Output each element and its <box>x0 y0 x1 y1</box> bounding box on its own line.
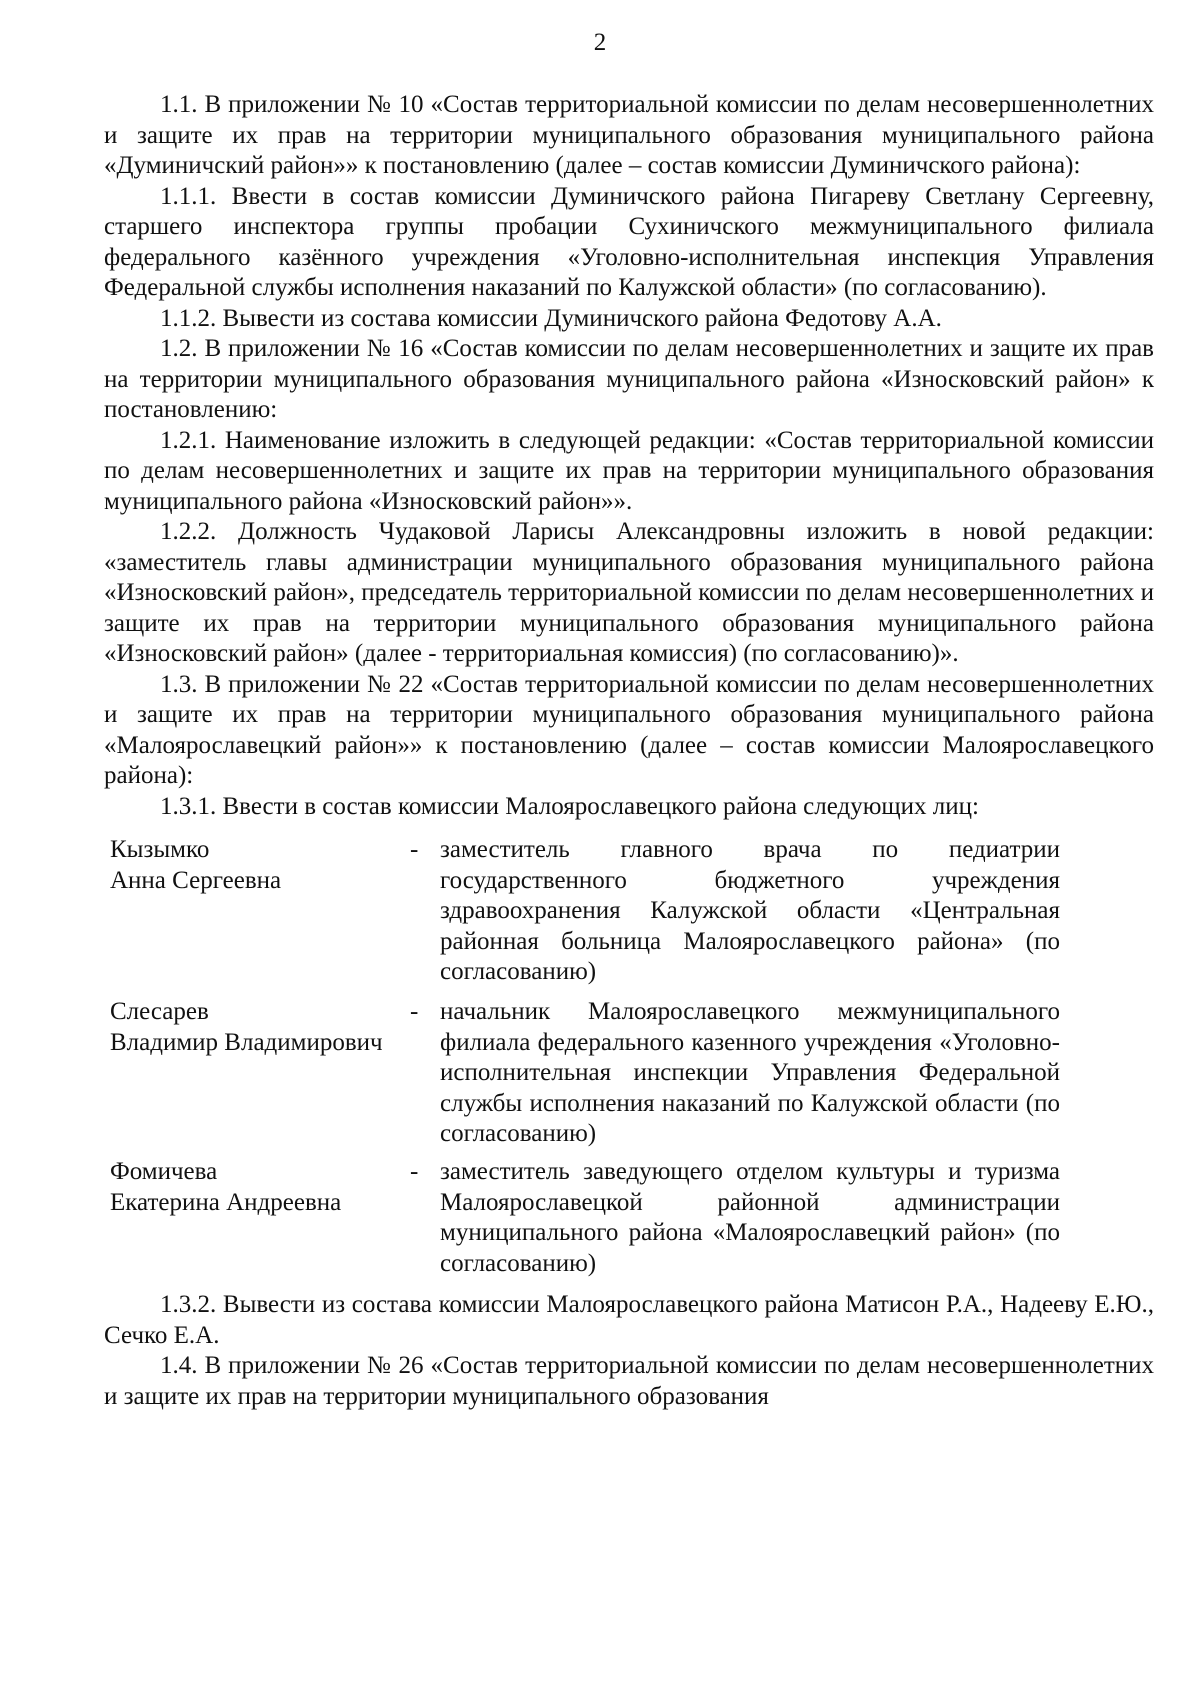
main-text <box>104 90 1154 822</box>
person-name <box>110 997 400 1058</box>
paragraph-1-2: 1.2. В приложении № 16 «Состав комиссии по делам несовершеннолетних и защите их прав на территории муниципального образования муниципального района «Износковский район» к постановлению: <box>104 335 1154 423</box>
paragraph-1-1: 1.1. В приложении № 10 «Состав территориальной комиссии по делам несовершеннолетних и защите их прав на территории муниципального образования муниципального района «Думиничский район»» к постановлению (далее – состав комиссии Думиничского района): <box>104 91 1154 179</box>
person-name <box>110 1157 400 1218</box>
paragraph-1-2-1: 1.2.1. Наименование изложить в следующей редакции: «Состав территориальной комиссии по делам несовершеннолетних и защите их прав на территории муниципального образования муниципального района «Износковский район»». <box>104 426 1154 515</box>
person-role: начальник Малоярославецкого межмуниципального филиала федерального казенного учреждения «Уголовно-исполнительная инспекции Управления Федеральной службы исполнения наказаний по Калужской области (по согласованию) <box>440 998 1060 1147</box>
paragraph-1-1-1: 1.1.1. Ввести в состав комиссии Думиничского района Пигареву Светлану Сергеевну, старшего инспектора группы пробации Сухиничского межмуниципального филиала федерального казённого учреждения «Уголовно-исполнительная инспекция Управления Федеральной службы исполнения наказаний по Калужской области» (по согласованию). <box>104 182 1154 301</box>
paragraph-1-3-2: 1.3.2. Вывести из состава комиссии Малоярославецкого района Матисон Р.А., Надееву Е.Ю., Сечко Е.А. <box>104 1291 1154 1349</box>
dash-separator: - <box>410 1158 419 1185</box>
person-given-name: Екатерина Андреевна <box>110 1188 342 1216</box>
person-surname: Кызымко <box>110 836 210 863</box>
person-entry <box>110 997 1160 1157</box>
paragraph-1-2-2: 1.2.2. Должность Чудаковой Ларисы Александровны изложить в новой редакции: «заместитель главы администрации муниципального образования муниципального района «Износковский район», председатель территориальной комиссии по делам несовершеннолетних и защите их прав на территории муниципального образования муниципального района «Износковский район» (далее - территориальная комиссия) (по согласованию)». <box>104 518 1154 667</box>
person-surname: Фомичева <box>110 1158 218 1185</box>
dash-separator: - <box>410 998 419 1025</box>
paragraph-1-1-2: 1.1.2. Вывести из состава комиссии Думиничского района Федотову А.А. <box>160 304 942 332</box>
closing-text <box>104 1290 1154 1412</box>
person-given-name: Владимир Владимирович <box>110 1028 383 1056</box>
paragraph-1-3: 1.3. В приложении № 22 «Состав территориальной комиссии по делам несовершеннолетних и защите их прав на территории муниципального образования муниципального района «Малоярославецкий район»» к постановлению (далее – состав комиссии Малоярославецкого района): <box>104 670 1154 789</box>
dash-separator: - <box>410 836 419 863</box>
person-given-name: Анна Сергеевна <box>110 866 282 894</box>
paragraph-1-4: 1.4. В приложении № 26 «Состав территориальной комиссии по делам несовершеннолетних и защите их прав на территории муниципального образования <box>104 1352 1154 1410</box>
person-surname: Слесарев <box>110 998 209 1025</box>
person-entry <box>110 835 1160 995</box>
page-number: 2 <box>593 29 607 56</box>
paragraph-1-3-1: 1.3.1. Ввести в состав комиссии Малоярославецкого района следующих лиц: <box>160 792 979 820</box>
person-name <box>110 835 400 896</box>
person-role: заместитель заведующего отделом культуры и туризма Малоярославецкой районной администрации муниципального района «Малоярославецкий район» (по согласованию) <box>440 1158 1060 1277</box>
person-role: заместитель главного врача по педиатрии государственного бюджетного учреждения здравоохранения Калужской области «Центральная районная больница Малоярославецкого района» (по согласованию) <box>440 836 1060 985</box>
